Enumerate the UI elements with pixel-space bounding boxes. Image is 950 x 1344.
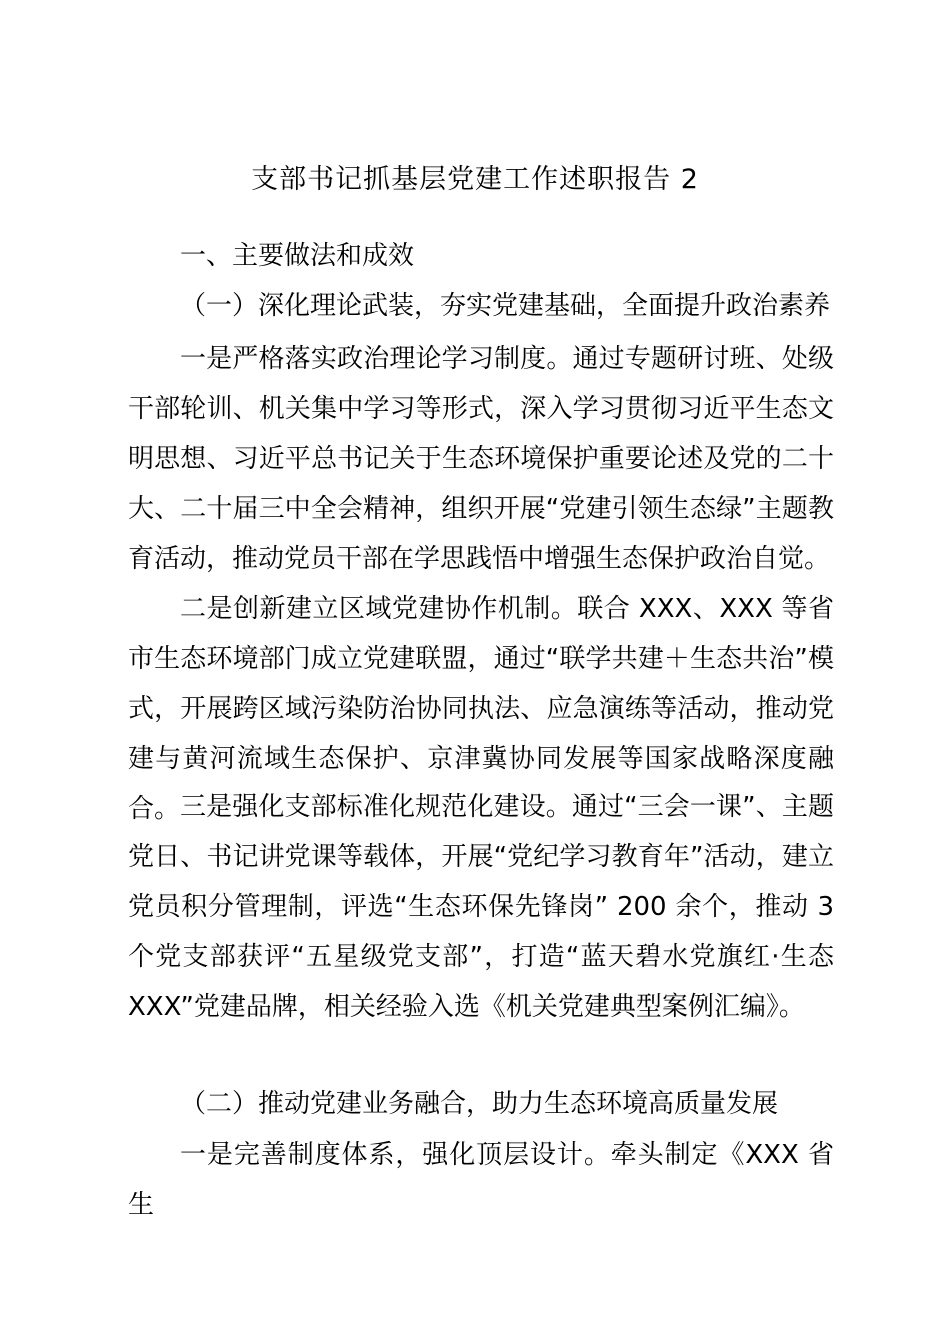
body-paragraph-1: 一是严格落实政治理论学习制度。通过专题研讨班、处级干部轮训、机关集中学习等形式，深入学习贯彻习近平生态文明思想、习近平总书记关于生态环境保护重要论述及党的二十大、二十届三中全会精神，组织开展“党建引领生态绿”主题教育活动，推动党员干部在学思践悟中增强生态保护政治自觉。 — [128, 344, 834, 574]
document-title: 支部书记抓基层党建工作述职报告 2 — [251, 164, 699, 195]
body-paragraph-2: 二是创新建立区域党建协作机制。联合 XXX、XXX 等省市生态环境部门成立党建联盟，通过“联学共建＋生态共治”模式，开展跨区域污染防治协同执法、应急演练等活动，推动党建与黄河流域生态保护、京津冀协同发展等国家战略深度融合。 — [128, 594, 834, 824]
subsection-heading-2: （二）推动党建业务融合，助力生态环境高质量发展 — [180, 1089, 779, 1119]
body-paragraph-3: 三是强化支部标准化规范化建设。通过“三会一课”、主题党日、书记讲党课等载体，开展“党纪学习教育年”活动，建立党员积分管理制，评选“生态环保先锋岗” 200 余个，推动 3 个党支部获评“五星级党支部”，打造“蓝天碧水党旗红·生态 XXX”党建品牌，相关经验入选《机关党建典型案例汇编》。 — [128, 792, 834, 1022]
body-paragraph-4: 一是完善制度体系，强化顶层设计。牵头制定《XXX 省生 — [128, 1140, 834, 1220]
subsection-heading-1: （一）深化理论武装，夯实党建基础，全面提升政治素养 — [180, 291, 831, 321]
section-heading-1: 一、主要做法和成效 — [180, 241, 415, 271]
